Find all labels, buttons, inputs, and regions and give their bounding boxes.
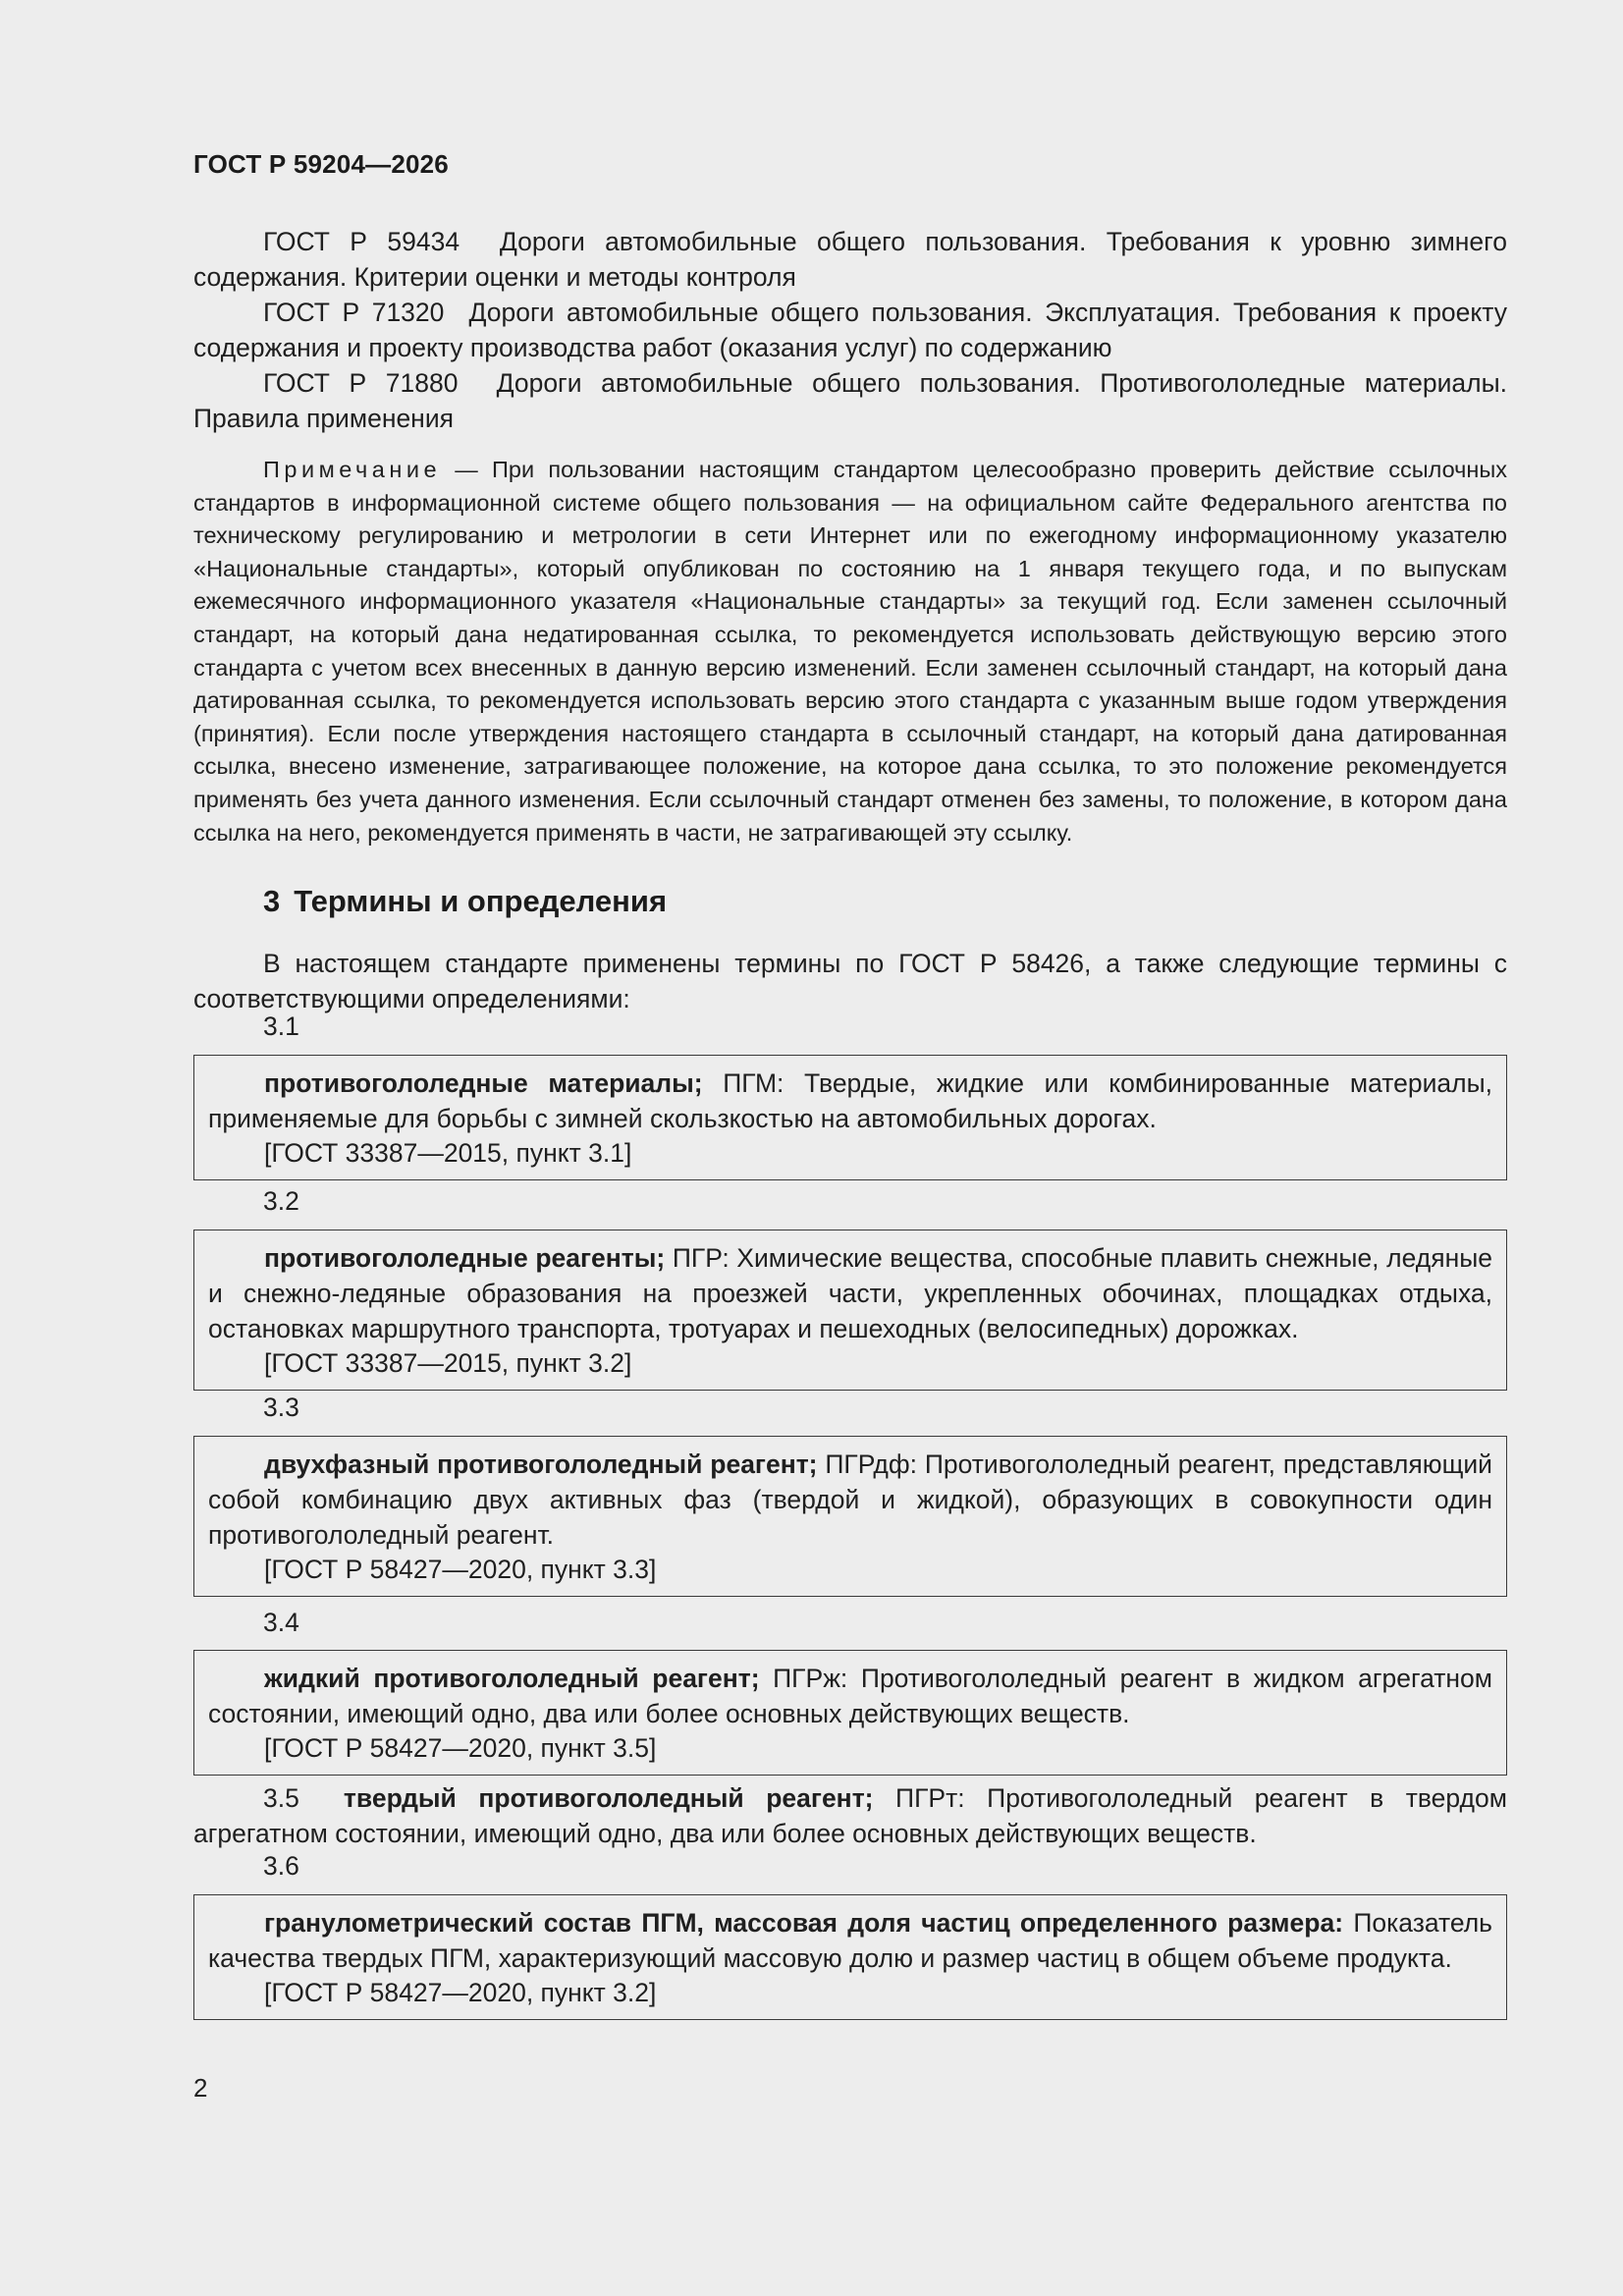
term-text: ПГР: Химические вещества, способные плавить снежные, ледяные и снежно-ледяные образования на проезжей части, укрепленных обочинах, площадках отдыха, остановках маршрутного транспорта, тротуарах и пешеходных (велосипедных) дорожках. bbox=[208, 1243, 1492, 1343]
reference-item bbox=[193, 295, 1507, 365]
term-text: ПГРж: Противогололедный реагент в жидком агрегатном состоянии, имеющий одно, два или более основных действующих веществ. bbox=[208, 1664, 1493, 1728]
note bbox=[193, 454, 1507, 849]
term-source: [ГОСТ Р 58427—2020, пункт 3.5] bbox=[264, 1733, 657, 1763]
term-source: [ГОСТ Р 58427—2020, пункт 3.2] bbox=[264, 1978, 657, 2007]
term-name: твердый противогололедный реагент; bbox=[343, 1783, 874, 1813]
term-definition bbox=[208, 1240, 1492, 1346]
reference-code: ГОСТ Р 71880 bbox=[263, 368, 459, 398]
term-number: 3.5 bbox=[263, 1783, 299, 1813]
term-definition bbox=[208, 1066, 1492, 1136]
term-name: противогололедные материалы; bbox=[264, 1068, 703, 1098]
section-heading bbox=[263, 884, 667, 919]
section-title: Термины и определения bbox=[294, 884, 668, 918]
term-number: 3.6 bbox=[263, 1851, 299, 1881]
term-name: жидкий противогололедный реагент; bbox=[264, 1664, 760, 1693]
references-list bbox=[193, 224, 1507, 436]
term-number: 3.3 bbox=[263, 1393, 299, 1422]
term-box bbox=[193, 1436, 1507, 1597]
term-text: ПГРдф: Противогололедный реагент, представляющий собой комбинацию двух активных фаз (твердой и жидкой), образующих в совокупности один противогололедный реагент. bbox=[208, 1449, 1492, 1550]
reference-code: ГОСТ Р 71320 bbox=[263, 298, 445, 327]
note-text: — При пользовании настоящим стандартом целесообразно проверить действие ссылочных стандартов в информационной системе общего пользования — на официальном сайте Федерального агентства по техническому регулированию и метрологии в сети Интернет или по ежегодному информационному указателю «Национальные стандарты», который опубликован по состоянию на 1 января текущего года, и по выпускам ежемесячного информационного указателя «Национальные стандарты» за текущий год. Если заменен ссылочный стандарт, на который дана недатированная ссылка, то рекомендуется использовать действующую версию этого стандарта с учетом всех внесенных в данную версию изменений. Если заменен ссылочный стандарт, на который дана датированная ссылка, то рекомендуется использовать версию этого стандарта с указанным выше годом утверждения (принятия). Если после утверждения настоящего стандарта в ссылочный стандарт, на который дана датированная ссылка, внесено изменение, затрагивающее положение, на которое дана ссылка, то это положение рекомендуется применять без учета данного изменения. Если ссылочный стандарт отменен без замены, то положение, в котором дана ссылка на него, рекомендуется применять в части, не затрагивающей эту ссылку. bbox=[193, 457, 1508, 846]
term-source: [ГОСТ 33387—2015, пункт 3.1] bbox=[264, 1138, 632, 1168]
reference-item bbox=[193, 224, 1507, 295]
page-number: 2 bbox=[193, 2073, 208, 2103]
term-text: ПГМ: Твердые, жидкие или комбинированные материалы, применяемые для борьбы с зимней скользкостью на автомобильных дорогах. bbox=[208, 1068, 1493, 1133]
reference-code: ГОСТ Р 59434 bbox=[263, 227, 460, 256]
term-text: Показатель качества твердых ПГМ, характеризующий массовую долю и размер частиц в общем объеме продукта. bbox=[208, 1908, 1492, 1973]
term-definition bbox=[208, 1661, 1492, 1731]
term-source: [ГОСТ 33387—2015, пункт 3.2] bbox=[264, 1348, 632, 1378]
document-page bbox=[193, 0, 1507, 2296]
reference-title: Дороги автомобильные общего пользования. Эксплуатация. Требования к проекту содержания и проекту производства работ (оказания услуг) по содержанию bbox=[193, 298, 1507, 362]
reference-title: Дороги автомобильные общего пользования. Требования к уровню зимнего содержания. Критерии оценки и методы контроля bbox=[193, 227, 1507, 292]
term-box bbox=[193, 1894, 1507, 2020]
term-name: гранулометрический состав ПГМ, массовая доля частиц определенного размера: bbox=[264, 1908, 1344, 1938]
term-number: 3.1 bbox=[263, 1011, 299, 1041]
term-box bbox=[193, 1650, 1507, 1776]
section-number: 3 bbox=[263, 884, 281, 918]
term-inline bbox=[193, 1780, 1507, 1851]
note-label: Примечание bbox=[263, 457, 442, 482]
reference-title: Дороги автомобильные общего пользования. Противогололедные материалы. Правила применения bbox=[193, 368, 1507, 433]
term-name: противогололедные реагенты; bbox=[264, 1243, 666, 1273]
running-header: ГОСТ Р 59204—2026 bbox=[193, 149, 449, 179]
term-name: двухфазный противогололедный реагент; bbox=[264, 1449, 818, 1479]
reference-item bbox=[193, 365, 1507, 436]
term-box bbox=[193, 1055, 1507, 1180]
term-box bbox=[193, 1230, 1507, 1391]
term-number: 3.2 bbox=[263, 1186, 299, 1216]
term-definition bbox=[208, 1905, 1492, 1976]
term-definition bbox=[208, 1447, 1492, 1553]
term-number: 3.4 bbox=[263, 1608, 299, 1637]
term-text: ПГРт: Противогололедный реагент в твердом агрегатном состоянии, имеющий одно, два или более основных действующих веществ. bbox=[193, 1783, 1507, 1848]
section-intro: В настоящем стандарте применены термины по ГОСТ Р 58426, а также следующие термины с соответствующими определениями: bbox=[193, 949, 1507, 1013]
term-source: [ГОСТ Р 58427—2020, пункт 3.3] bbox=[264, 1555, 657, 1584]
